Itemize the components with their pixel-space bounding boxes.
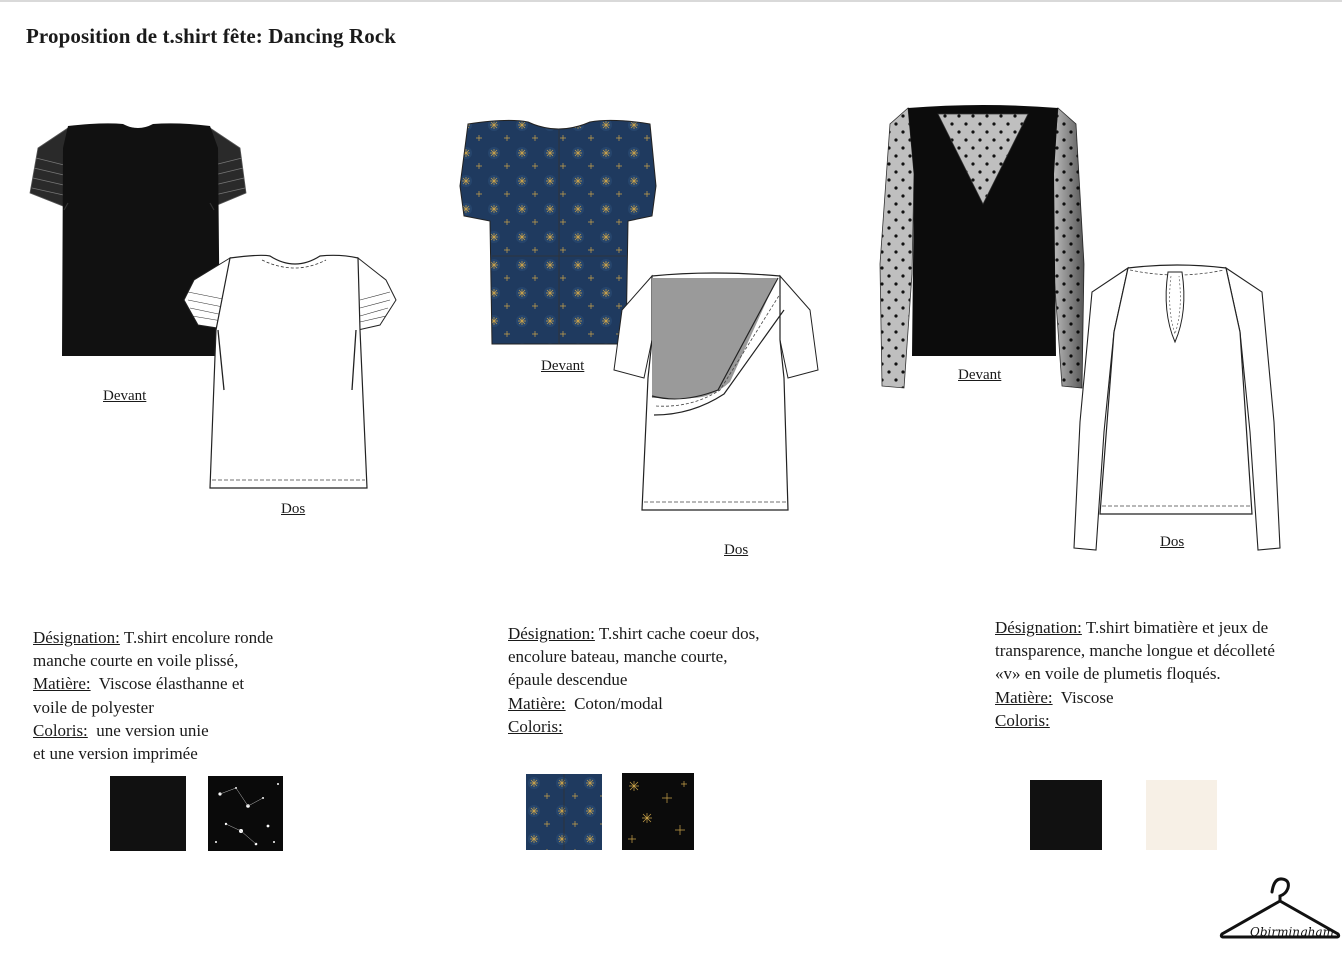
design-3-description: [995, 616, 1335, 732]
design-1-swatch-constellation: [208, 776, 283, 851]
matiere-label: Matière:: [33, 674, 91, 694]
design-1-swatch-black: [110, 776, 186, 851]
designation-line: manche courte en voile plissé,: [33, 651, 239, 671]
design-2-description: [508, 622, 828, 738]
design-1-back-sketch: [180, 250, 400, 495]
coloris-label: Coloris:: [508, 716, 563, 736]
design-3-swatch-black: [1030, 780, 1102, 850]
design-2-swatch-navy-stars: [526, 774, 602, 850]
designation-label: Désignation:: [995, 618, 1082, 637]
matiere-text: Viscose élasthanne et: [98, 674, 245, 694]
design-1-coloris: [33, 719, 333, 742]
designation-text: T.shirt bimatière et jeux de: [1085, 618, 1269, 637]
coloris-line: et une version imprimée: [33, 744, 198, 764]
coloris-label: Coloris:: [33, 720, 88, 740]
design-3-front-caption: Devant: [958, 367, 1002, 383]
designation-line: transparence, manche longue et décolleté: [995, 641, 1275, 661]
top-border: [0, 0, 1342, 2]
hanger-logo: [1218, 874, 1342, 948]
logo-text: Obirmingham: [1250, 925, 1334, 939]
design-3-back-caption: Dos: [1160, 534, 1185, 550]
design-1-designation: [33, 626, 333, 649]
design-1-matiere: [33, 672, 333, 695]
matiere-text: Viscose: [1060, 687, 1114, 707]
design-2-front-caption: Devant: [541, 358, 585, 374]
designation-line: encolure bateau, manche courte,: [508, 647, 728, 667]
design-2-back-caption: Dos: [724, 542, 749, 558]
design-3-designation: [995, 616, 1335, 639]
design-2-coloris: [508, 715, 828, 738]
designation-label: Désignation:: [33, 628, 120, 647]
designation-text: T.shirt encolure ronde: [123, 628, 274, 647]
page-title: Proposition de t.shirt fête: Dancing Rock: [26, 24, 397, 48]
design-3-back-sketch: [1070, 262, 1284, 554]
coloris-text: une version unie: [96, 720, 209, 740]
coloris-label: Coloris:: [995, 710, 1050, 730]
designation-line: «v» en voile de plumetis floqués.: [995, 664, 1221, 684]
design-3-swatch-cream: [1146, 780, 1217, 850]
matiere-label: Matière:: [995, 687, 1053, 707]
design-2-back-sketch: [612, 270, 820, 520]
designation-text: T.shirt cache coeur dos,: [598, 624, 760, 643]
design-1-front-caption: Devant: [103, 388, 147, 404]
design-2-swatch-black-stars: [622, 773, 694, 850]
design-3-matiere: [995, 686, 1335, 709]
matiere-line: voile de polyester: [33, 697, 154, 717]
design-1-description: [33, 626, 333, 765]
matiere-label: Matière:: [508, 693, 566, 713]
matiere-text: Coton/modal: [574, 693, 663, 713]
design-1-back-caption: Dos: [281, 501, 306, 517]
design-3-front-sketch: [878, 104, 1088, 394]
design-2-matiere: [508, 692, 828, 715]
designation-label: Désignation:: [508, 624, 595, 643]
design-2-designation: [508, 622, 828, 645]
design-3-coloris: [995, 709, 1335, 732]
designation-line: épaule descendue: [508, 670, 628, 690]
